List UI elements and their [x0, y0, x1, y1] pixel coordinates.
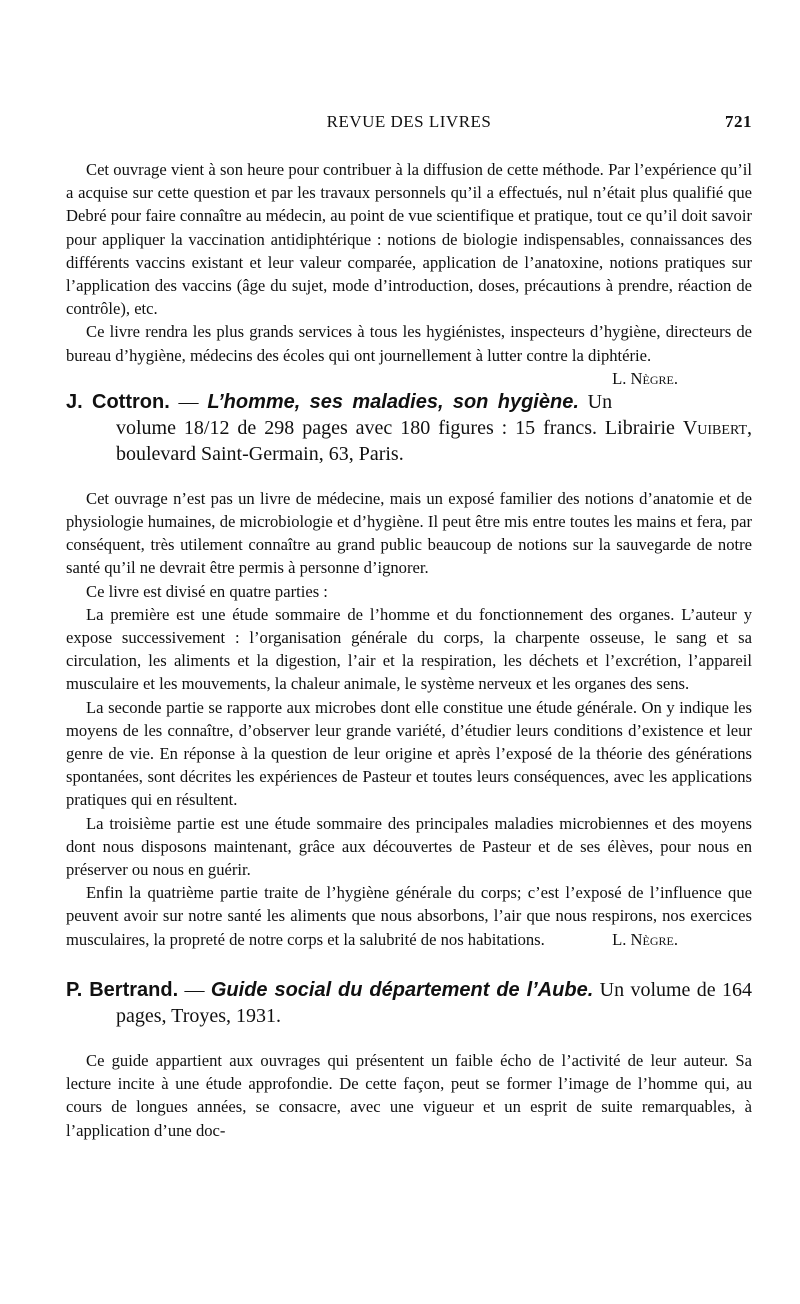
entry3-details: Un volume de 164 pages, Troyes, 1931. [116, 978, 753, 1027]
review3 [66, 1049, 752, 1142]
entry2-details-2: , boulevard Saint-Germain, 63, Paris. [116, 416, 752, 465]
page-number: 721 [725, 112, 752, 131]
review2-paragraph-5: La troisième partie est une étude sommaire des principales maladies microbiennes et des moyens dont nous disposons maintenant, grâce aux découvertes de Pasteur et de ses élèves, pour nous en préserver ou nous en guérir. [66, 813, 752, 880]
entry2-title: L’homme, ses maladies, son hygiène. [207, 390, 579, 413]
review2-paragraph-6-text: Enfin la quatrième partie traite de l’hygiène générale du corps; c’est l’exposé de l’influence que peuvent avoir sur notre santé les aliments que nous absorbons, l’air que nous respirons, nos exercices musculaires, la propreté de notre corps et la salubrité de nos habitations. [66, 883, 752, 949]
entry2-dash: — [169, 390, 208, 413]
review1-signature: L. Nègre. [612, 368, 678, 388]
entry3-title: Guide social du département de l’Aube. [210, 978, 594, 1001]
review2-paragraph-2: Ce livre est divisé en quatre parties : [86, 581, 328, 601]
entry2-publisher: Vuibert [682, 416, 747, 439]
review2 [66, 487, 752, 951]
review2-signature: L. Nègre. [612, 929, 678, 949]
running-title: REVUE DES LIVRES [326, 112, 492, 131]
entry3-author: P. Bertrand. [66, 978, 179, 1001]
entry2-author: J. Cottron. [66, 390, 170, 413]
entry2-details-1: Un volume 18/12 de 298 pages avec 180 figures : 15 francs. Librairie [116, 390, 683, 439]
review2-paragraph-4: La seconde partie se rapporte aux microbes dont elle constitue une étude générale. On y indique les moyens de les connaître, d’observer leur grande variété, d’étudier leurs conditions d’existence et leur genre de vie. En réponse à la question de leur origine et après l’exposé de la théorie des générations spontanées, sont décrites les expériences de Pasteur et toutes leurs conséquences, avec les applications pratiques qui en résultent. [66, 697, 752, 810]
review1-paragraph-2-text: Ce livre rendra les plus grands services à tous les hygiénistes, inspecteurs d’hygiène, directeurs de bureau d’hygiène, médecins des écoles qui ont journellement à lutter contre la diphtérie. [66, 322, 752, 365]
review1-paragraph-1: Cet ouvrage vient à son heure pour contribuer à la diffusion de cette méthode. Par l’expérience qu’il a acquise sur cette question et par les travaux personnels qu’il a effectués, nul n’était plus qualifié que Debré pour faire connaître au médecin, au point de vue scientifique et pratique, tout ce qu’il doit savoir pour appliquer la vaccination antidiphtérique : notions de biologie indispensables, connaissances des différents vaccins existant et leur valeur comparée, application de l’anatoxine, notions pratiques sur l’application des vaccins (âge du sujet, mode d’introduction, doses, précautions à prendre, réaction de contrôle), etc. [66, 160, 752, 319]
page-content [66, 158, 752, 1142]
book-entry-cottron [66, 389, 752, 467]
review2-paragraph-1: Cet ouvrage n’est pas un livre de médecine, mais un exposé familier des notions d’anatomie et de physiologie humaines, de microbiologie et d’hygiène. Il peut être mis entre toutes les mains et fera, par conséquent, très utilement connaître au grand public beaucoup de notions sur la sauvegarde de notre santé qu’il ne devrait être permis à personne d’ignorer. [66, 488, 752, 578]
review3-paragraph-1: Ce guide appartient aux ouvrages qui présentent un faible écho de l’activité de leur auteur. Sa lecture incite à une étude approfondie. De cette façon, peut se former l’image de l’homme qui, au cours de longues années, se consacre, avec une vigueur et un esprit de suite remarquables, à l’application d’une doc- [66, 1050, 752, 1140]
book-entry-bertrand [66, 977, 752, 1029]
running-head [66, 112, 752, 138]
review2-paragraph-6 [66, 881, 752, 951]
entry3-dash: — [178, 978, 211, 1001]
review2-paragraph-3: La première est une étude sommaire de l’homme et du fonctionnement des organes. L’auteur y expose successivement : l’organisation générale du corps, la charpente osseuse, le sang et sa circulation, les aliments et la digestion, l’air et la respiration, les déchets et l’excrétion, l’appareil musculaire et les mouvements, la chaleur animale, le système nerveux et les organes des sens. [66, 604, 752, 694]
review1-paragraph-2 [66, 320, 752, 388]
